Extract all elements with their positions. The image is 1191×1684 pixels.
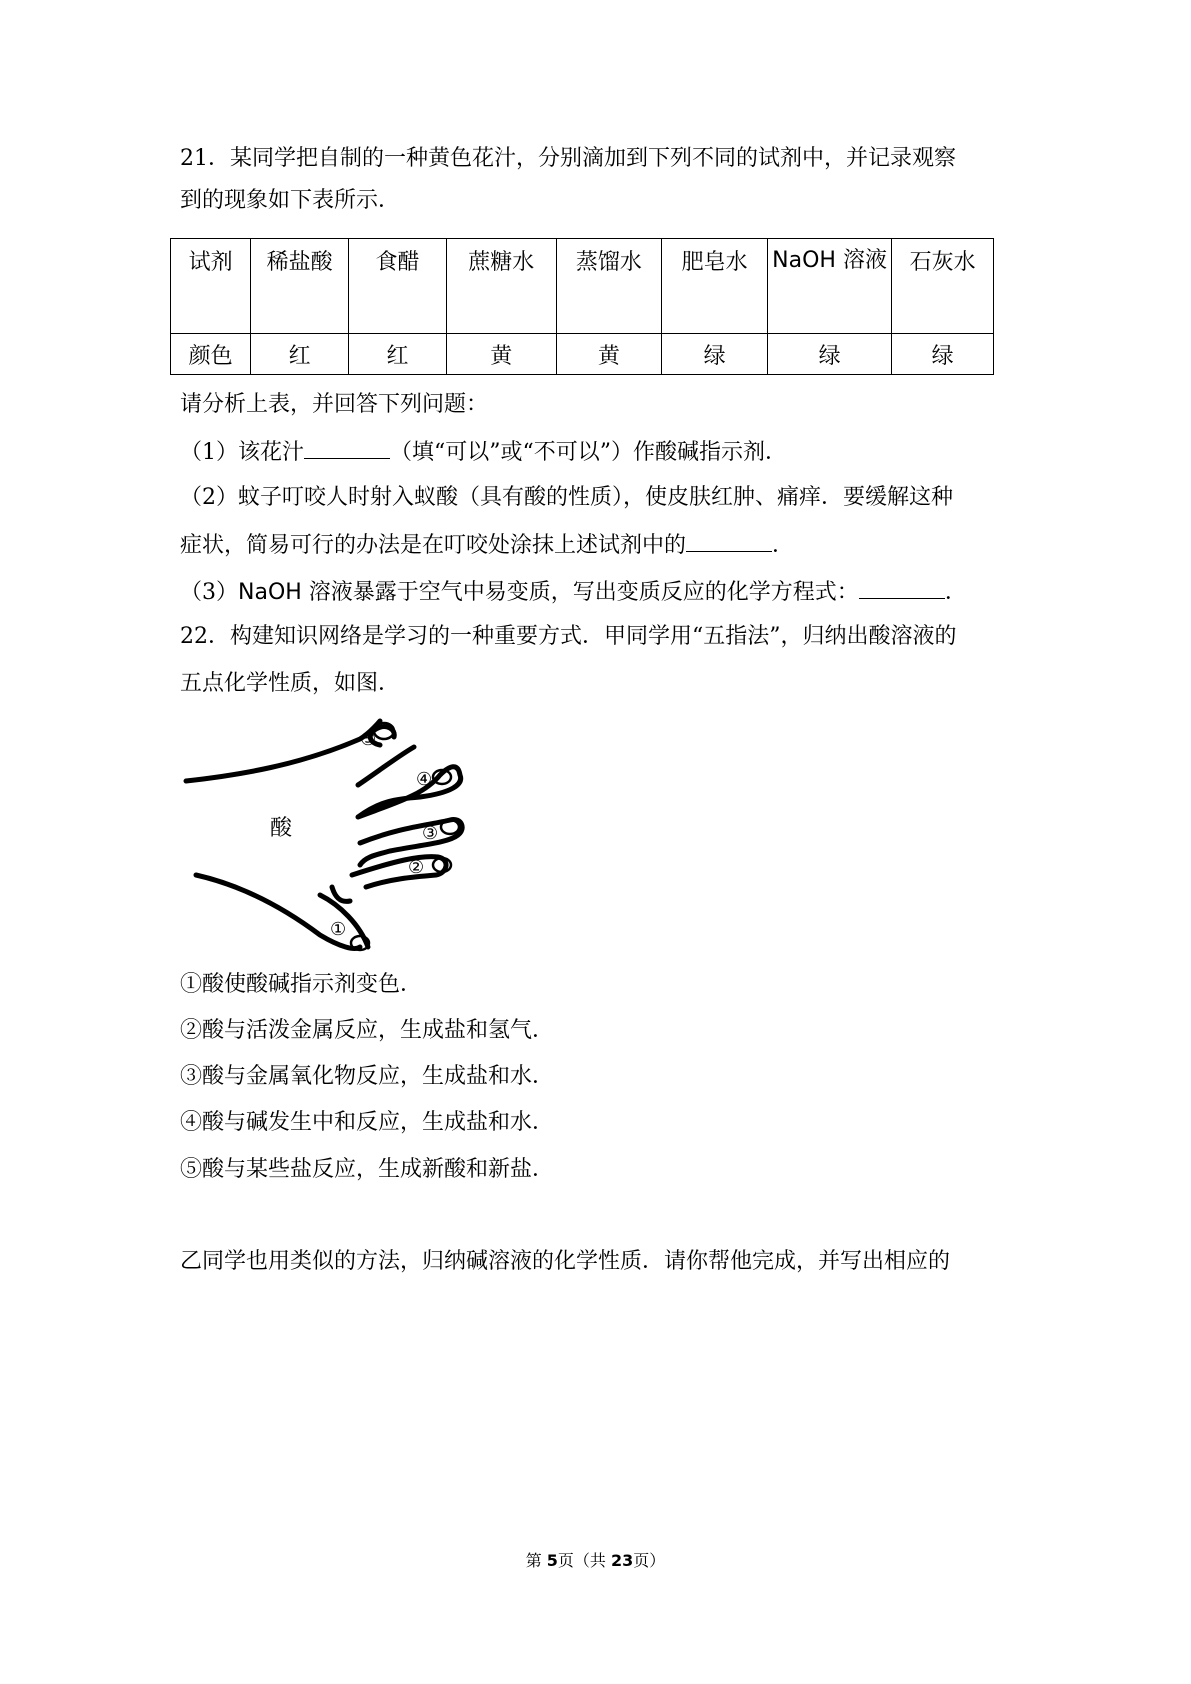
table-cell: 蔗糖水 xyxy=(446,239,556,334)
q21-line1: 21．某同学把自制的一种黄色花汁，分别滴加到下列不同的试剂中，并记录观察 xyxy=(180,146,956,171)
answer-blank-2[interactable] xyxy=(686,529,772,552)
acid-property-3: ③酸与金属氧化物反应，生成盐和水． xyxy=(180,1064,555,1089)
table-row-colors xyxy=(171,334,994,375)
table-cell: 绿 xyxy=(662,334,768,375)
q21-part3 xyxy=(180,576,967,608)
finger-label-1: ① xyxy=(330,919,347,940)
naoh-solution-label: NaOH 溶液 xyxy=(772,248,887,273)
table-cell: 试剂 xyxy=(171,239,251,334)
page-total: 23 xyxy=(611,1551,634,1570)
q22-followup: 乙同学也用类似的方法，归纳碱溶液的化学性质．请你帮他完成，并写出相应的 xyxy=(180,1249,951,1274)
footer-text-b: 页（共 xyxy=(557,1551,612,1570)
table-cell: 肥皂水 xyxy=(662,239,768,334)
acid-property-2: ②酸与活泼金属反应，生成盐和氢气． xyxy=(180,1018,555,1043)
table-cell: 红 xyxy=(251,334,349,375)
table-cell: 石灰水 xyxy=(892,239,994,334)
q21-part1-text-b: （填“可以”或“不可以”）作酸碱指示剂． xyxy=(390,440,787,465)
q21-part2-line1: （2）蚊子叮咬人时射入蚁酸（具有酸的性质），使皮肤红肿、痛痒．要缓解这种 xyxy=(180,485,953,510)
table-row-reagents xyxy=(171,239,994,334)
q21-part2-text-a: 症状，简易可行的办法是在叮咬处涂抹上述试剂中的 xyxy=(180,533,687,558)
reagent-color-table xyxy=(170,238,994,375)
table-cell: 黄 xyxy=(556,334,662,375)
q21-part3-text-a: （3） xyxy=(180,580,238,605)
q22-line2: 五点化学性质，如图． xyxy=(180,671,401,696)
q22-line1: 22．构建知识网络是学习的一种重要方式．甲同学用“五指法”，归纳出酸溶液的 xyxy=(180,624,957,649)
answer-blank-3[interactable] xyxy=(859,576,945,599)
table-cell: 黄 xyxy=(446,334,556,375)
q21-part3-text-c: ． xyxy=(944,580,967,605)
table-cell: 稀盐酸 xyxy=(251,239,349,334)
page-number: 5 xyxy=(546,1551,558,1570)
table-cell: 食醋 xyxy=(349,239,447,334)
page-footer xyxy=(0,1548,1191,1571)
finger-label-5: ⑤ xyxy=(360,729,377,750)
hand-center-label: 酸 xyxy=(270,816,293,841)
answer-blank-1[interactable] xyxy=(304,436,390,459)
footer-text-a: 第 xyxy=(525,1551,547,1570)
acid-property-4: ④酸与碱发生中和反应，生成盐和水． xyxy=(180,1110,555,1135)
finger-label-3: ③ xyxy=(422,823,439,844)
naoh-formula: NaOH xyxy=(238,580,302,605)
finger-label-4: ④ xyxy=(416,769,433,790)
q21-part1 xyxy=(180,436,787,468)
table-cell: 绿 xyxy=(892,334,994,375)
table-cell xyxy=(768,239,892,334)
q21-intro: 请分析上表，并回答下列问题： xyxy=(180,392,489,417)
hand-diagram xyxy=(180,715,500,955)
table-cell: 绿 xyxy=(768,334,892,375)
table-cell: 颜色 xyxy=(171,334,251,375)
q21-part1-text-a: （1）该花汁 xyxy=(180,440,304,465)
table-cell: 红 xyxy=(349,334,447,375)
q21-part3-text-b: 溶液暴露于空气中易变质，写出变质反应的化学方程式： xyxy=(301,580,859,605)
finger-label-2: ② xyxy=(408,857,425,878)
q21-line2: 到的现象如下表所示． xyxy=(180,188,401,213)
q21-part2-text-b: ． xyxy=(772,533,795,558)
footer-text-c: 页） xyxy=(633,1551,666,1570)
q21-part2-line2 xyxy=(180,529,794,561)
acid-property-5: ⑤酸与某些盐反应，生成新酸和新盐． xyxy=(180,1157,555,1182)
table-cell: 蒸馏水 xyxy=(556,239,662,334)
acid-property-1: ①酸使酸碱指示剂变色． xyxy=(180,972,423,997)
